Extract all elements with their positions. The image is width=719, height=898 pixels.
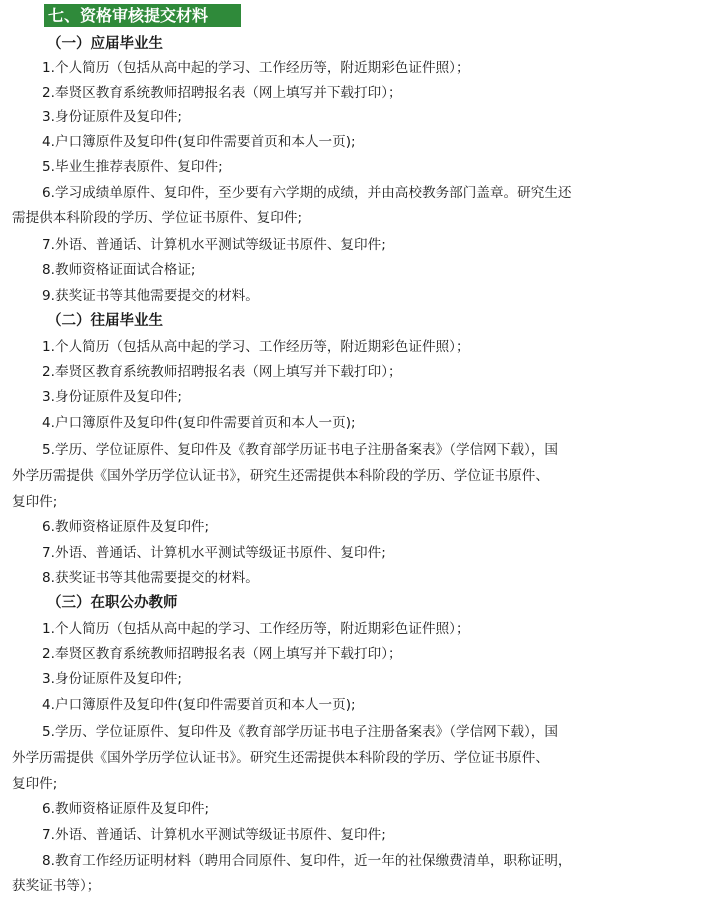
list-item: 9.获奖证书等其他需要提交的材料。 xyxy=(42,288,259,304)
list-item: 8.教师资格证面试合格证; xyxy=(42,262,196,278)
list-item: 3.身份证原件及复印件; xyxy=(42,389,182,405)
list-item: 8.教育工作经历证明材料（聘用合同原件、复印件，近一年的社保缴费清单，职称证明， xyxy=(42,853,572,869)
list-item: 4.户口簿原件及复印件(复印件需要首页和本人一页); xyxy=(42,134,356,150)
list-item: 2.奉贤区教育系统教师招聘报名表（网上填写并下载打印）； xyxy=(42,364,402,380)
list-item: 1.个人简历（包括从高中起的学习、工作经历等，附近期彩色证件照）； xyxy=(42,621,470,637)
list-item: 3.身份证原件及复印件; xyxy=(42,109,182,125)
list-item: 5.学历、学位证原件、复印件及《教育部学历证书电子注册备案表》（学信网下载），国 xyxy=(42,442,558,458)
list-item-continuation: 外学历需提供《国外学历学位认证书》。研究生还需提供本科阶段的学历、学位证书原件、 xyxy=(12,750,549,766)
list-item: 7.外语、普通话、计算机水平测试等级证书原件、复印件; xyxy=(42,237,386,253)
list-item: 4.户口簿原件及复印件(复印件需要首页和本人一页); xyxy=(42,697,356,713)
list-item: 2.奉贤区教育系统教师招聘报名表（网上填写并下载打印）； xyxy=(42,85,402,101)
group-heading: （一）应届毕业生 xyxy=(47,36,163,52)
list-item: 3.身份证原件及复印件; xyxy=(42,671,182,687)
list-item: 8.获奖证书等其他需要提交的材料。 xyxy=(42,570,259,586)
list-item: 6.教师资格证原件及复印件; xyxy=(42,801,210,817)
group-heading: （三）在职公办教师 xyxy=(47,595,178,611)
list-item: 5.毕业生推荐表原件、复印件; xyxy=(42,159,223,175)
list-item-continuation: 获奖证书等）； xyxy=(12,878,101,894)
section-title: 七、资格审核提交材料 xyxy=(44,4,241,27)
list-item-continuation: 外学历需提供《国外学历学位认证书》，研究生还需提供本科阶段的学历、学位证书原件、 xyxy=(12,468,549,484)
list-item-continuation: 复印件; xyxy=(12,494,58,510)
list-item: 7.外语、普通话、计算机水平测试等级证书原件、复印件; xyxy=(42,545,386,561)
list-item: 4.户口簿原件及复印件(复印件需要首页和本人一页); xyxy=(42,415,356,431)
list-item: 5.学历、学位证原件、复印件及《教育部学历证书电子注册备案表》（学信网下载），国 xyxy=(42,724,558,740)
list-item: 7.外语、普通话、计算机水平测试等级证书原件、复印件; xyxy=(42,827,386,843)
list-item: 1.个人简历（包括从高中起的学习、工作经历等，附近期彩色证件照）； xyxy=(42,339,470,355)
list-item: 2.奉贤区教育系统教师招聘报名表（网上填写并下载打印）； xyxy=(42,646,402,662)
list-item-continuation: 复印件; xyxy=(12,776,58,792)
list-item: 6.学习成绩单原件、复印件，至少要有六学期的成绩，并由高校教务部门盖章。研究生还 xyxy=(42,185,572,201)
list-item-continuation: 需提供本科阶段的学历、学位证书原件、复印件; xyxy=(12,210,303,226)
list-item: 6.教师资格证原件及复印件; xyxy=(42,519,210,535)
list-item: 1.个人简历（包括从高中起的学习、工作经历等，附近期彩色证件照）； xyxy=(42,60,470,76)
group-heading: （二）往届毕业生 xyxy=(47,313,163,329)
